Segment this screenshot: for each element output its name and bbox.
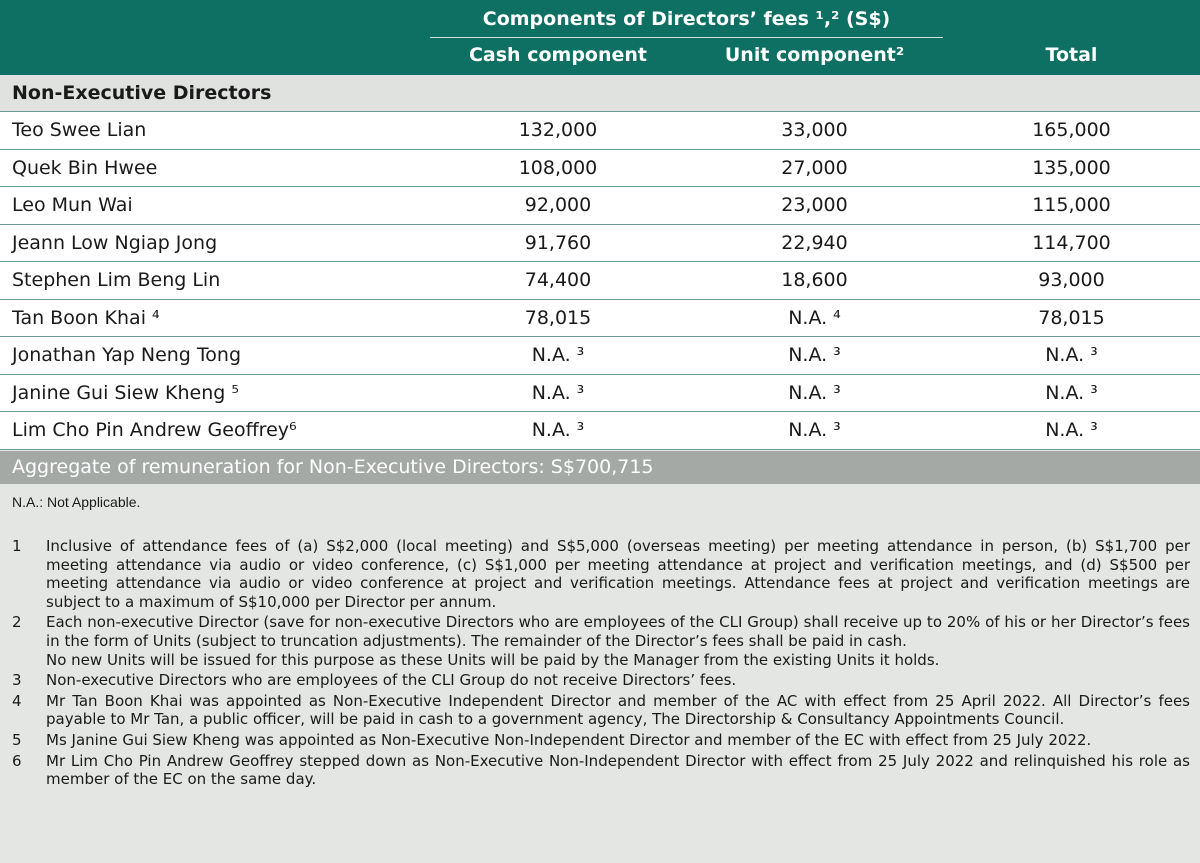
table-header — [0, 0, 1200, 75]
total-value: 165,000 — [1032, 119, 1111, 141]
footnote-number: 1 — [12, 537, 22, 555]
na-note: N.A.: Not Applicable. — [12, 494, 141, 510]
footnote — [12, 671, 1190, 690]
unit-value: N.A. ³ — [788, 381, 841, 404]
director-name: Janine Gui Siew Kheng ⁵ — [12, 381, 239, 404]
footnote — [12, 752, 1190, 789]
unit-value: N.A. ³ — [788, 419, 841, 441]
director-name: Jeann Low Ngiap Jong — [12, 231, 218, 254]
footnote-line: Ms Janine Gui Siew Kheng was appointed as Non-Executive Non-Independent Director and member of the EC with effect from 25 July 2022. — [46, 730, 1092, 749]
unit-value: 33,000 — [781, 119, 848, 141]
footnote-text — [46, 752, 1190, 789]
cash-value: N.A. ³ — [531, 344, 585, 366]
director-name: Lim Cho Pin Andrew Geoffrey⁶ — [12, 419, 297, 441]
footnote-line: No new Units will be issued for this purpose as these Units will be paid by the Manager from the existing Units it holds. — [46, 650, 940, 669]
total-value: 115,000 — [1032, 194, 1111, 216]
footnote — [12, 731, 1190, 750]
table-row — [0, 225, 1200, 263]
aggregate-remuneration-bar: Aggregate of remuneration for Non-Executive Directors: S$700,715 — [0, 451, 1200, 484]
footnote — [12, 692, 1190, 729]
footnote-line: Mr Lim Cho Pin Andrew Geoffrey stepped down as Non-Executive Non-Independent Director with effect from 25 July 2022 and relinquished his role as member of the EC on the same day. — [46, 751, 1190, 789]
footnote-line: Mr Tan Boon Khai was appointed as Non-Executive Independent Director and member of the AC with effect from 25 April 2022. All Director’s fees payable to Mr Tan, a public officer, will be paid in cash to a government agency, The Directorship & Consultancy Appointments Council. — [46, 691, 1190, 729]
table-row — [0, 300, 1200, 338]
cash-value: 92,000 — [524, 194, 592, 216]
total-value: N.A. ³ — [1045, 381, 1098, 404]
total-value: 93,000 — [1038, 269, 1105, 291]
cash-column-header: Cash component — [468, 44, 647, 66]
unit-value: 18,600 — [781, 269, 848, 291]
footnote-number: 3 — [12, 671, 22, 690]
fees-group-title: Components of Directors’ fees ¹,² (S$) — [482, 8, 891, 30]
footnote-text — [46, 537, 1190, 611]
total-value: 114,700 — [1032, 231, 1111, 254]
total-value: 135,000 — [1032, 156, 1111, 179]
cash-value: N.A. ³ — [531, 419, 585, 441]
cash-value: N.A. ³ — [531, 381, 585, 404]
footnotes — [12, 537, 1190, 791]
table-row — [0, 150, 1200, 188]
table-row — [0, 262, 1200, 300]
unit-column-header: Unit component² — [724, 44, 905, 66]
director-name: Leo Mun Wai — [12, 194, 133, 216]
footnote-text — [46, 613, 1190, 669]
footnote-text — [46, 671, 1190, 690]
cash-value: 91,760 — [524, 231, 592, 254]
section-heading: Non-Executive Directors — [0, 75, 1200, 112]
table-row — [0, 375, 1200, 413]
footnote-text — [46, 731, 1190, 750]
footnote-line: Inclusive of attendance fees of (a) S$2,000 (local meeting) and S$5,000 (overseas meeting) per meeting attendance in person, (b) S$1,700 per meeting attendance via audio or video conference, (c) S$1,000 per meeting attendance at project and verification meetings, and (d) S$500 per meeting attendance via audio or video conference at project and verification meetings. Attendance fees at project and verification meetings are subject to a maximum of S$10,000 per Director per annum. — [46, 537, 1190, 611]
table-row — [0, 187, 1200, 225]
footnote-line: Each non-executive Director (save for non-executive Directors who are employees of the CLI Group) shall receive up to 20% of his or her Director’s fees in the form of Units (subject to truncation adjustments). The remainder of the Director’s fees shall be paid in cash. — [46, 613, 1190, 650]
table-row — [0, 337, 1200, 375]
table-row — [0, 412, 1200, 450]
header-divider — [430, 37, 943, 38]
footnote-number: 4 — [12, 691, 22, 710]
director-rows — [0, 112, 1200, 450]
cash-value: 108,000 — [518, 156, 598, 179]
total-value: 78,015 — [1038, 306, 1105, 329]
director-name: Jonathan Yap Neng Tong — [12, 344, 242, 366]
total-value: N.A. ³ — [1045, 344, 1098, 366]
cash-value: 74,400 — [524, 269, 592, 291]
director-name: Teo Swee Lian — [12, 119, 147, 141]
footnote-number: 2 — [12, 613, 22, 632]
total-column-header: Total — [1045, 44, 1098, 66]
footnote-number: 5 — [12, 730, 22, 749]
cash-value: 132,000 — [518, 119, 598, 141]
unit-value: N.A. ⁴ — [788, 306, 841, 329]
footnote-number: 6 — [12, 751, 22, 770]
unit-value: 27,000 — [781, 156, 848, 179]
footnote — [12, 613, 1190, 669]
unit-value: 23,000 — [781, 194, 848, 216]
footnote-text — [46, 692, 1190, 729]
footnote-line: Non-executive Directors who are employees of the CLI Group do not receive Directors’ fees. — [46, 671, 737, 690]
table-row — [0, 112, 1200, 150]
cash-value: 78,015 — [524, 306, 592, 329]
director-name: Tan Boon Khai ⁴ — [12, 306, 160, 329]
unit-value: N.A. ³ — [788, 344, 841, 366]
footnote — [12, 537, 1190, 611]
total-value: N.A. ³ — [1045, 419, 1098, 441]
unit-value: 22,940 — [781, 231, 848, 254]
director-name: Stephen Lim Beng Lin — [12, 269, 221, 291]
director-name: Quek Bin Hwee — [12, 156, 158, 179]
